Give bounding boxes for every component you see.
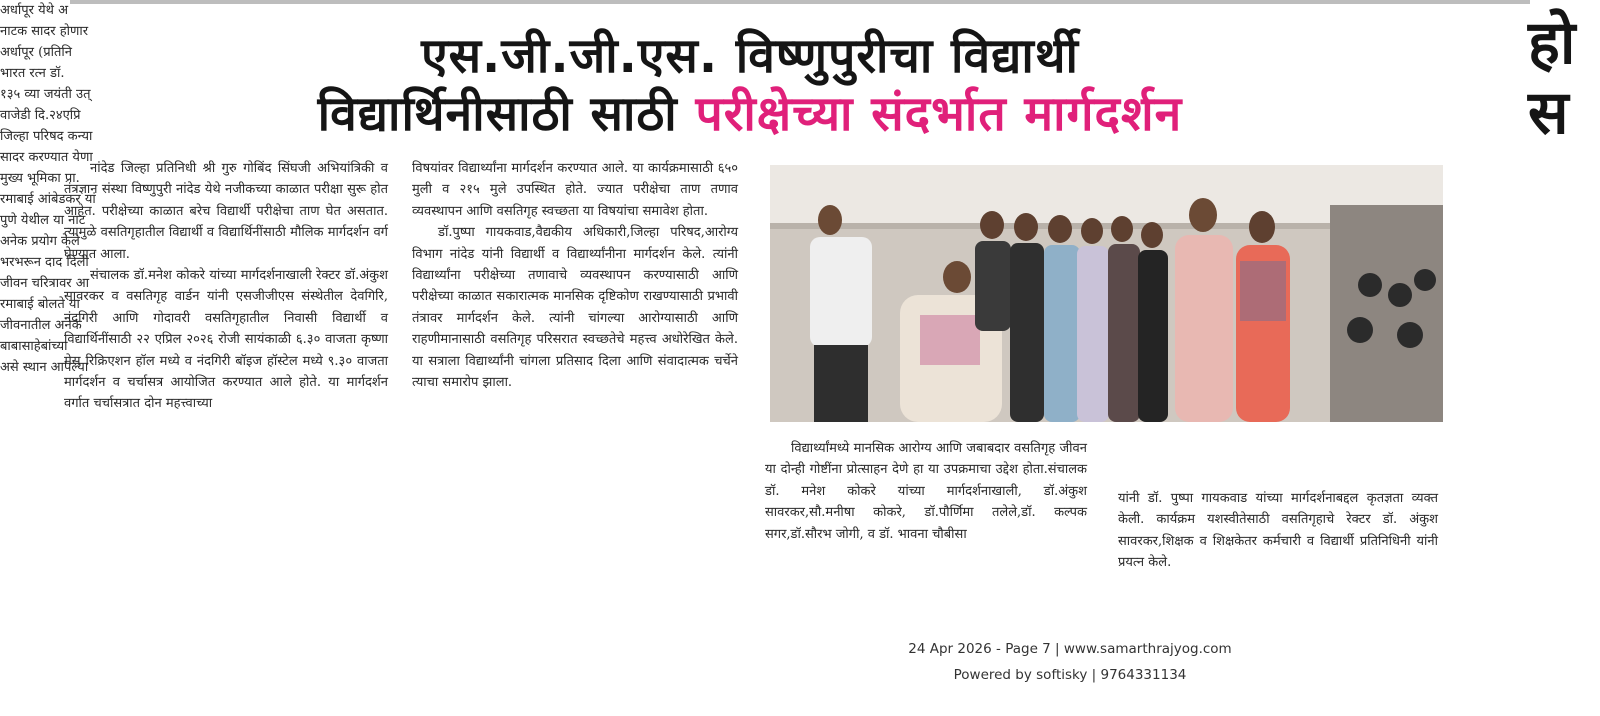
adjacent-article-line: अर्धापूर (प्रतिनि [0,45,72,60]
article-paragraph: विद्यार्थ्यांमध्ये मानसिक आरोग्य आणि जबाबदार वसतिगृह जीवन या दोन्ही गोष्टींना प्रोत्साहन देणे हा या उपक्रमाचा उद्देश होता.संचालक डॉ. मनेश कोकरे यांच्या मार्गदर्शनाखाली, डॉ.अंकुश सावरकर,सौ.मनीषा कोकरे, डॉ.पौर्णिमा तलेले,डॉ. कल्पक सगर,डॉ.सौरभ जोगी, व डॉ. भावना चौबीसा [765,441,1087,542]
footer-credits: Powered by softisky | 9764331134 [953,667,1187,683]
adjacent-article-line: अनेक प्रयोग केले [0,234,80,249]
adjacent-article-line: असे स्थान आपल्या [0,360,89,375]
headline-line-2 [60,80,1440,145]
footer-date-page: 24 Apr 2026 - Page 7 | www.samarthrajyog.com [908,641,1232,657]
article-column-4 [1118,488,1438,574]
adjacent-headline [1528,8,1575,148]
adjacent-article-line: बाबासाहेबांच्या [0,339,68,354]
article-paragraph: संचालक डॉ.मनेश कोकरे यांच्या मार्गदर्शनाखाली रेक्टर डॉ.अंकुश सावरकर व वसतिगृह वार्डन यांनी एसजीजीएस संस्थेतील देवगिरि, नंदगिरी आणि गोदावरी वसतिगृहातील निवासी विद्यार्थी व विद्यार्थिनींसाठी २२ एप्रिल २०२६ रोजी सायंकाळी ६.३० वाजता कृष्णा मेस रिक्रिएशन हॉल मध्ये व नंदगिरी बॉइज हॉस्टेल मध्ये ९.३० वाजता मार्गदर्शन व चर्चासत्र आयोजित करण्यात आले होते. या मार्गदर्शन वर्गात चर्चासत्रात दोन महत्त्वाच्या [64,268,388,412]
adjacent-article-line: भारत रत्न डॉ. [0,66,65,81]
headline-line-1: एस.जी.जी.एस. विष्णुपुरीचा विद्यार्थी [421,28,1079,84]
top-rule [70,0,1530,4]
adjacent-article-line: पुणे येथील या नाट [0,213,86,228]
adjacent-article-line: नाटक सादर होणार [0,24,89,39]
adjacent-article-line: जीवनातील अनेक [0,318,82,333]
adjacent-article-line: वाजेडी दि.२४एप्रि [0,108,81,123]
adjacent-article-line: जिल्हा परिषद कन्या [0,129,93,144]
adjacent-article-line: रमाबाई बोलते या [0,297,80,312]
adjacent-headline-line-1: हो [1528,8,1576,78]
headline-line-2-highlight: परीक्षेच्या संदर्भात मार्गदर्शन [695,86,1183,142]
adjacent-article-line: १३५ व्या जयंती उत् [0,87,91,102]
adjacent-article-line: रमाबाई आंबेडकर यां [0,192,96,207]
adjacent-article-line: मुख्य भूमिका प्रा. [0,171,80,186]
adjacent-article-line: जीवन चरित्रावर आ [0,276,90,291]
adjacent-article-line: अर्धापूर येथे अ [0,3,69,18]
headline-line-2-plain: विद्यार्थिनीसाठी साठी [317,86,678,142]
article-paragraph: यांनी डॉ. पुष्पा गायकवाड यांच्या मार्गदर्शनाबद्दल कृतज्ञता व्यक्त केली. कार्यक्रम यशस्वीतेसाठी वसतिगृहाचे रेक्टर डॉ. अंकुश सावरकर,शिक्षक व शिक्षकेतर कर्मचारी व विद्यार्थी प्रतिनिधिनी यांनी प्रयत्न केले. [1118,491,1438,571]
article-column-1 [64,158,388,415]
article-paragraph: नांदेड जिल्हा प्रतिनिधी श्री गुरु गोबिंद सिंघजी अभियांत्रिकी व तंत्रज्ञान संस्था विष्णुपुरी नांदेड येथे नजीकच्या काळात परीक्षा सुरू होत आहेत. परीक्षेच्या काळात बरेच विद्यार्थी परीक्षेचा ताण घेत असतात. त्यामुळे वसतिगृहातील विद्यार्थी व विद्यार्थिनींसाठी मौलिक मार्गदर्शन वर्ग घेण्यात आला. [64,161,388,262]
article-paragraph: डॉ.पुष्पा गायकवाड,वैद्यकीय अधिकारी,जिल्हा परिषद,आरोग्य विभाग नांदेड यांनी विद्यार्थी व विद्यार्थ्यांनीना मार्गदर्शन केले. त्यांनी विद्यार्थ्यांना परीक्षेच्या तणावाचे व्यवस्थापन करण्यासाठी आणि परीक्षेच्या काळात सकारात्मक मानसिक दृष्टिकोण राखण्यासाठी प्रभावी तंत्रावर मार्गदर्शन केले. त्यांनी चांगल्या आरोग्यासाठी आणि राहणीमानासाठी वसतिगृह परिसरात स्वच्छतेचे महत्त्व अधोरेखित केले. या सत्राला विद्यार्थ्यांनी चांगला प्रतिसाद दिला आणि संवादात्मक चर्चेने त्याचा समारोप झाला. [412,225,738,391]
event-group-photo [770,165,1443,422]
article-paragraph: विषयांवर विद्यार्थ्यांना मार्गदर्शन करण्यात आले. या कार्यक्रमासाठी ६५० मुली व २१५ मुले उपस्थित होते. ज्यात परीक्षेचा ताण तणाव व्यवस्थापन आणि वसतिगृह स्वच्छता या विषयांचा समावेश होता. [412,161,738,219]
article-column-3 [765,438,1087,545]
adjacent-headline-line-2: स [1528,78,1569,148]
adjacent-article-line: सादर करण्यात येणा [0,150,93,165]
group-photo-illustration [770,165,1443,422]
article-column-2 [412,158,738,393]
adjacent-article-line: भरभरून दाद दिली [0,255,89,270]
